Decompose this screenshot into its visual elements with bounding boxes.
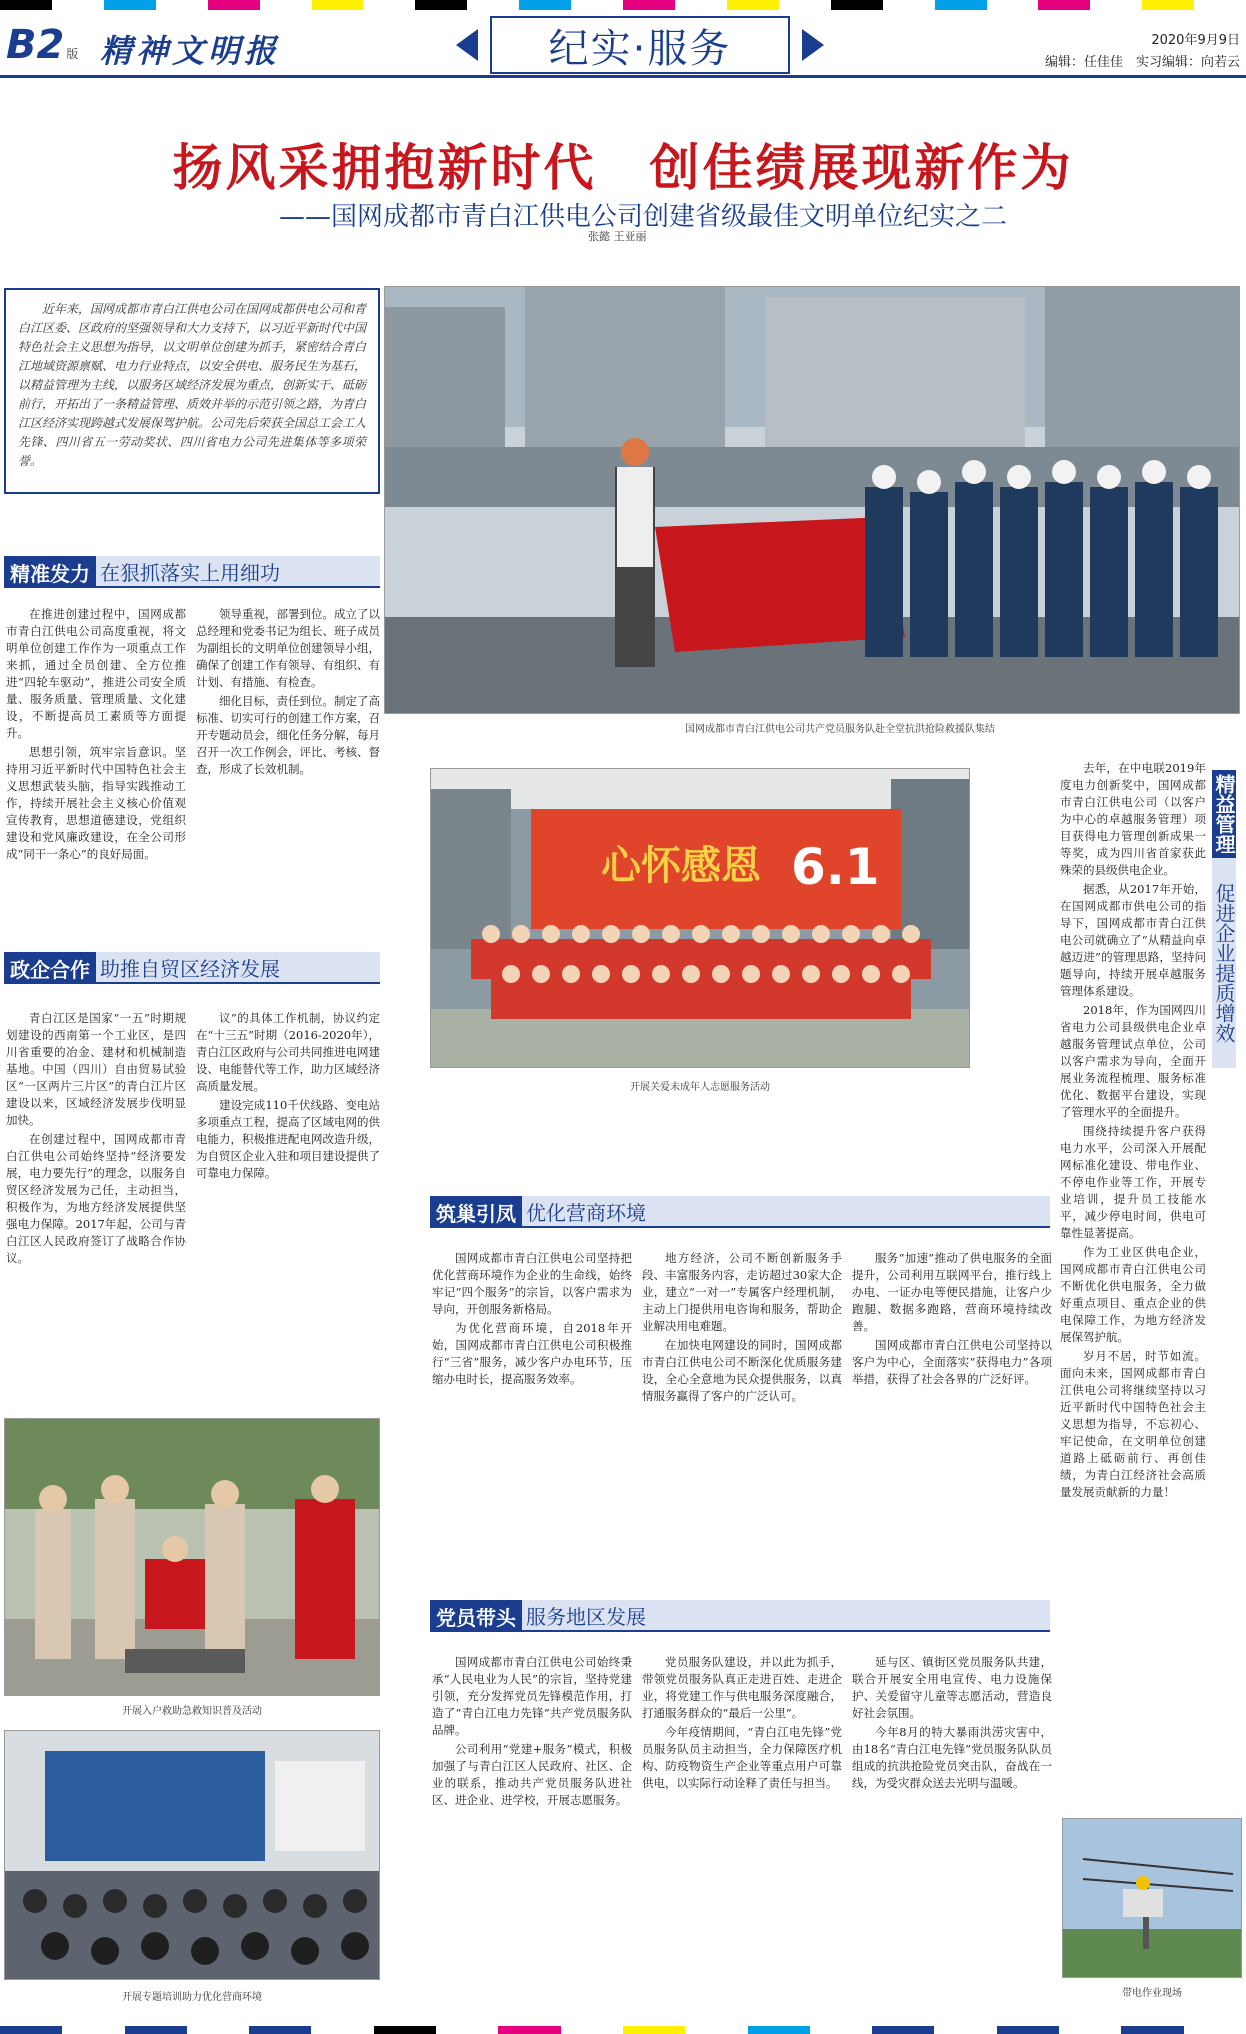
dateline bbox=[1045, 30, 1240, 74]
section-title: 助推自贸区经济发展 bbox=[96, 952, 380, 984]
paragraph: 党员服务队建设，并以此为抓手，带领党员服务队真正走进百姓、走进企业，将党建工作与供电服务深度融合，打通服务群众的“最后一公里”。 bbox=[642, 1655, 842, 1720]
caption-training: 开展专题培训助力优化营商环境 bbox=[122, 1992, 262, 2003]
article-column bbox=[196, 606, 380, 906]
intro-text: 近年来，国网成都市青白江供电公司在国网成都供电公司和青白江区委、区政府的坚强领导和大力支持下，以习近平新时代中国特色社会主义思想为指导，以文明单位创建为抓手，紧密结合青白江地域资源禀赋、电力行业特点，以安全供电、服务民生为基石，以精益管理为主线，以服务区域经济发展为重点，创新实干、砥砺前行，开拓出了一条精益管理、质效并举的示范引领之路，为青白江区经济实现跨越式发展保驾护航。公司先后荣获全国总工会工人先锋、四川省五一劳动奖状、四川省电力公司先进集体等多项荣誉。 bbox=[18, 302, 367, 468]
paragraph: 去年，在中电联2019年度电力创新奖中，国网成都市青白江供电公司（以客户为中心的卓越服务管理）项目获得电力管理创新成果一等奖，成为四川省首家获此殊荣的县级供电企业。 bbox=[1060, 761, 1206, 877]
byline: 张懿 王亚丽 bbox=[588, 230, 647, 243]
page-suffix: 版 bbox=[66, 47, 79, 61]
section-header-lean-management bbox=[1212, 770, 1242, 1068]
paragraph: 在推进创建过程中，国网成都市青白江供电公司高度重视，将文明单位创建工作作为一项重点工作来抓，通过全员创建、全方位推进“四轮车驱动”，推进公司安全质量、服务质量、管理质量、文化建设，不断提高员工素质等方面提升。 bbox=[6, 607, 186, 740]
caption-live-working: 带电作业现场 bbox=[1122, 1988, 1182, 1999]
paragraph: 2018年，作为国网四川省电力公司县级供电企业卓越服务管理试点单位，公司以客户需求为导向，全面开展业务流程梳理、服务标准优化、数据平台建设，实现了管理水平的全面提升。 bbox=[1060, 1003, 1206, 1119]
paragraph: 服务“加速”推动了供电服务的全面提升，公司利用互联网平台，推行线上办电、一证办电等便民措施，让客户少跑腿、数据多跑路，营商环境持续改善。 bbox=[852, 1251, 1052, 1333]
photo-children bbox=[430, 768, 970, 1068]
caption-flag-team: 国网成都市青白江供电公司共产党员服务队赴全堂抗洪抢险救援队集结 bbox=[685, 724, 995, 735]
article-column bbox=[432, 1654, 632, 1994]
paragraph: 思想引领，筑牢宗旨意识。坚持用习近平新时代中国特色社会主义思想武装头脑，指导实践推动工作，持续开展社会主义核心价值观宣传教育，思想道德建设，党组织建设和党风廉政建设，在全公司形成“同干一条心”的良好局面。 bbox=[6, 745, 186, 861]
caption-children: 开展关爱未成年人志愿服务活动 bbox=[630, 1082, 770, 1093]
article-column bbox=[1060, 760, 1206, 1900]
page-header bbox=[0, 12, 1246, 78]
svg-text:6.1: 6.1 bbox=[791, 838, 880, 896]
tab-arrow-right-icon bbox=[802, 29, 824, 61]
photo-flag-team bbox=[384, 286, 1240, 714]
article-column bbox=[642, 1250, 842, 1580]
section-header-precision bbox=[4, 556, 380, 588]
paragraph: 据悉，从2017年开始，在国网成都市供电公司的指导下，国网成都市青白江供电公司就确立了“从精益向卓越迈进”的管理思路，坚持问题导向，持续开展卓越服务管理体系建设。 bbox=[1060, 882, 1206, 998]
paragraph: 细化目标，责任到位。制定了高标准、切实可行的创建工作方案，召开专题动员会，细化任务分解，每月召开一次工作例会，评比、考核、督查，形成了长效机制。 bbox=[196, 694, 380, 776]
article-column bbox=[6, 606, 186, 906]
paragraph: 延与区、镇街区党员服务队共建，联合开展安全用电宣传、电力设施保护、关爱留守儿童等志愿活动，营造良好社会氛围。 bbox=[852, 1655, 1052, 1720]
section-header-business-env bbox=[430, 1196, 1050, 1228]
issue-date: 2020年9月9日 bbox=[1151, 33, 1240, 48]
article-column bbox=[852, 1250, 1052, 1580]
section-header-cooperation bbox=[4, 952, 380, 984]
paragraph: 国网成都市青白江供电公司始终秉承“人民电业为人民”的宗旨，坚持党建引领，充分发挥党员先锋模范作用，打造了“青白江电力先锋”共产党员服务队品牌。 bbox=[432, 1655, 632, 1737]
tab-arrow-left-icon bbox=[456, 29, 478, 61]
paragraph: 今年8月的特大暴雨洪涝灾害中，由18名“青白江电先锋”党员服务队队员组成的抗洪抢险党员突击队，奋战在一线，为受灾群众送去光明与温暖。 bbox=[852, 1725, 1052, 1790]
paragraph: 建设完成110千伏线路、变电站多项重点工程，提高了区域电网的供电能力，积极推进配电网改造升级，为自贸区企业入驻和项目建设提供了可靠电力保障。 bbox=[196, 1098, 380, 1180]
article-column bbox=[642, 1654, 842, 1994]
section-tag: 筑巢引凤 bbox=[430, 1196, 522, 1228]
paragraph: 公司利用“党建+服务”模式，积极加强了与青白江区人民政府、社区、企业的联系，推动共产党员服务队进社区、进企业、进学校，开展志愿服务。 bbox=[432, 1742, 632, 1807]
headline: 扬风采拥抱新时代 创佳绩展现新作为 bbox=[172, 139, 1074, 197]
page-number-label: B2 bbox=[6, 22, 65, 68]
photo-first-aid bbox=[4, 1418, 380, 1696]
paragraph: 领导重视，部署到位。成立了以总经理和党委书记为组长、班子成员为副组长的文明单位创建领导小组，确保了创建工作有领导、有组织、有计划、有措施、有检查。 bbox=[196, 607, 380, 689]
article-column bbox=[852, 1654, 1052, 1994]
article-column bbox=[6, 1010, 186, 1410]
page-number bbox=[6, 22, 78, 68]
article-column bbox=[196, 1010, 380, 1410]
section-tag: 党员带头 bbox=[430, 1600, 522, 1632]
photo-flag-team-image bbox=[385, 287, 1240, 714]
photo-live-working-image bbox=[1063, 1819, 1242, 1978]
svg-text:心怀感恩: 心怀感恩 bbox=[601, 843, 761, 889]
paragraph: 在创建过程中，国网成都市青白江供电公司始终坚持“经济要发展，电力要先行”的理念，以服务自贸区经济发展为己任，主动担当，积极作为，为地方经济发展提供坚强电力保障。2017年起，公司与青白江区人民政府签订了战略合作协议。 bbox=[6, 1132, 186, 1265]
photo-live-working bbox=[1062, 1818, 1242, 1978]
section-tab bbox=[490, 16, 790, 74]
section-tag: 精益管理 bbox=[1212, 770, 1236, 858]
caption-first-aid: 开展入户救助急救知识普及活动 bbox=[122, 1706, 262, 1717]
registration-strip-bottom bbox=[0, 2026, 1246, 2034]
section-title: 服务地区发展 bbox=[522, 1600, 1050, 1632]
paragraph: 议”的具体工作机制，协议约定在“十三五”时期（2016-2020年），青白江区政府与公司共同推进电网建设、电能替代等工作，助力区域经济高质量发展。 bbox=[196, 1011, 380, 1093]
paragraph: 作为工业区供电企业，国网成都市青白江供电公司不断优化供电服务，全力做好重点项目、重点企业的供电保障工作，为地方经济发展保驾护航。 bbox=[1060, 1245, 1206, 1344]
section-name: 纪实·服务 bbox=[548, 25, 732, 72]
section-tag: 政企合作 bbox=[4, 952, 96, 984]
paragraph: 青白江区是国家“一五”时期规划建设的西南第一个工业区，是四川省重要的冶金、建材和机械制造基地。中国（四川）自由贸易试验区“一区两片三片区”的青白江片区建设以来，区域经济发展步伐明显加快。 bbox=[6, 1011, 186, 1127]
section-title: 优化营商环境 bbox=[522, 1196, 1050, 1228]
paragraph: 在加快电网建设的同时，国网成都市青白江供电公司不断深化优质服务建设，全心全意地为民众提供服务，以真情服务赢得了客户的广泛认可。 bbox=[642, 1338, 842, 1403]
section-title: 在狠抓落实上用细功 bbox=[96, 556, 380, 588]
paragraph: 地方经济，公司不断创新服务手段、丰富服务内容，走访超过30家大企业，建立“一对一”专属客户经理机制，主动上门提供用电咨询和服务，帮助企业解决用电难题。 bbox=[642, 1251, 842, 1333]
subheadline: ——国网成都市青白江供电公司创建省级最佳文明单位纪实之二 bbox=[278, 202, 1007, 232]
section-header-party-members bbox=[430, 1600, 1050, 1632]
photo-children-image bbox=[431, 769, 970, 1068]
editors: 编辑：任佳佳 实习编辑：向若云 bbox=[1044, 55, 1240, 70]
paragraph: 国网成都市青白江供电公司坚持把优化营商环境作为企业的生命线，始终牢记“四个服务”的宗旨，以客户需求为导向，开创服务新格局。 bbox=[432, 1251, 632, 1316]
intro-box bbox=[4, 288, 380, 494]
section-tag: 精准发力 bbox=[4, 556, 96, 588]
paragraph: 国网成都市青白江供电公司坚持以客户为中心，全面落实“获得电力”各项举措，获得了社会各界的广泛好评。 bbox=[852, 1338, 1052, 1386]
photo-training bbox=[4, 1730, 380, 1980]
paragraph: 为优化营商环境，自2018年开始，国网成都市青白江供电公司积极推行“三省”服务，减少客户办电环节，压缩办电时长，提高服务效率。 bbox=[432, 1321, 632, 1386]
section-title: 促进企业提质增效 bbox=[1212, 858, 1236, 1068]
paragraph: 今年疫情期间，“青白江电先锋”党员服务队员主动担当，全力保障医疗机构、防疫物资生产企业等重点用户可靠供电，以实际行动诠释了责任与担当。 bbox=[642, 1725, 842, 1790]
registration-strip-top bbox=[0, 0, 1246, 10]
paragraph: 岁月不居，时节如流。面向未来，国网成都市青白江供电公司将继续坚持以习近平新时代中国特色社会主义思想为指导，不忘初心、牢记使命，在文明单位创建道路上砥砺前行、再创佳绩，为青白江经济社会高质量发展贡献新的力量！ bbox=[1060, 1349, 1206, 1499]
photo-first-aid-image bbox=[5, 1419, 380, 1696]
paragraph: 围绕持续提升客户获得电力水平，公司深入开展配网标准化建设、带电作业、不停电作业等工作，开展专业培训，提升员工技能水平，减少停电时间，供电可靠性显著提高。 bbox=[1060, 1124, 1206, 1240]
article-column bbox=[432, 1250, 632, 1580]
photo-training-image bbox=[5, 1731, 380, 1980]
paper-name: 精神文明报 bbox=[100, 32, 281, 70]
